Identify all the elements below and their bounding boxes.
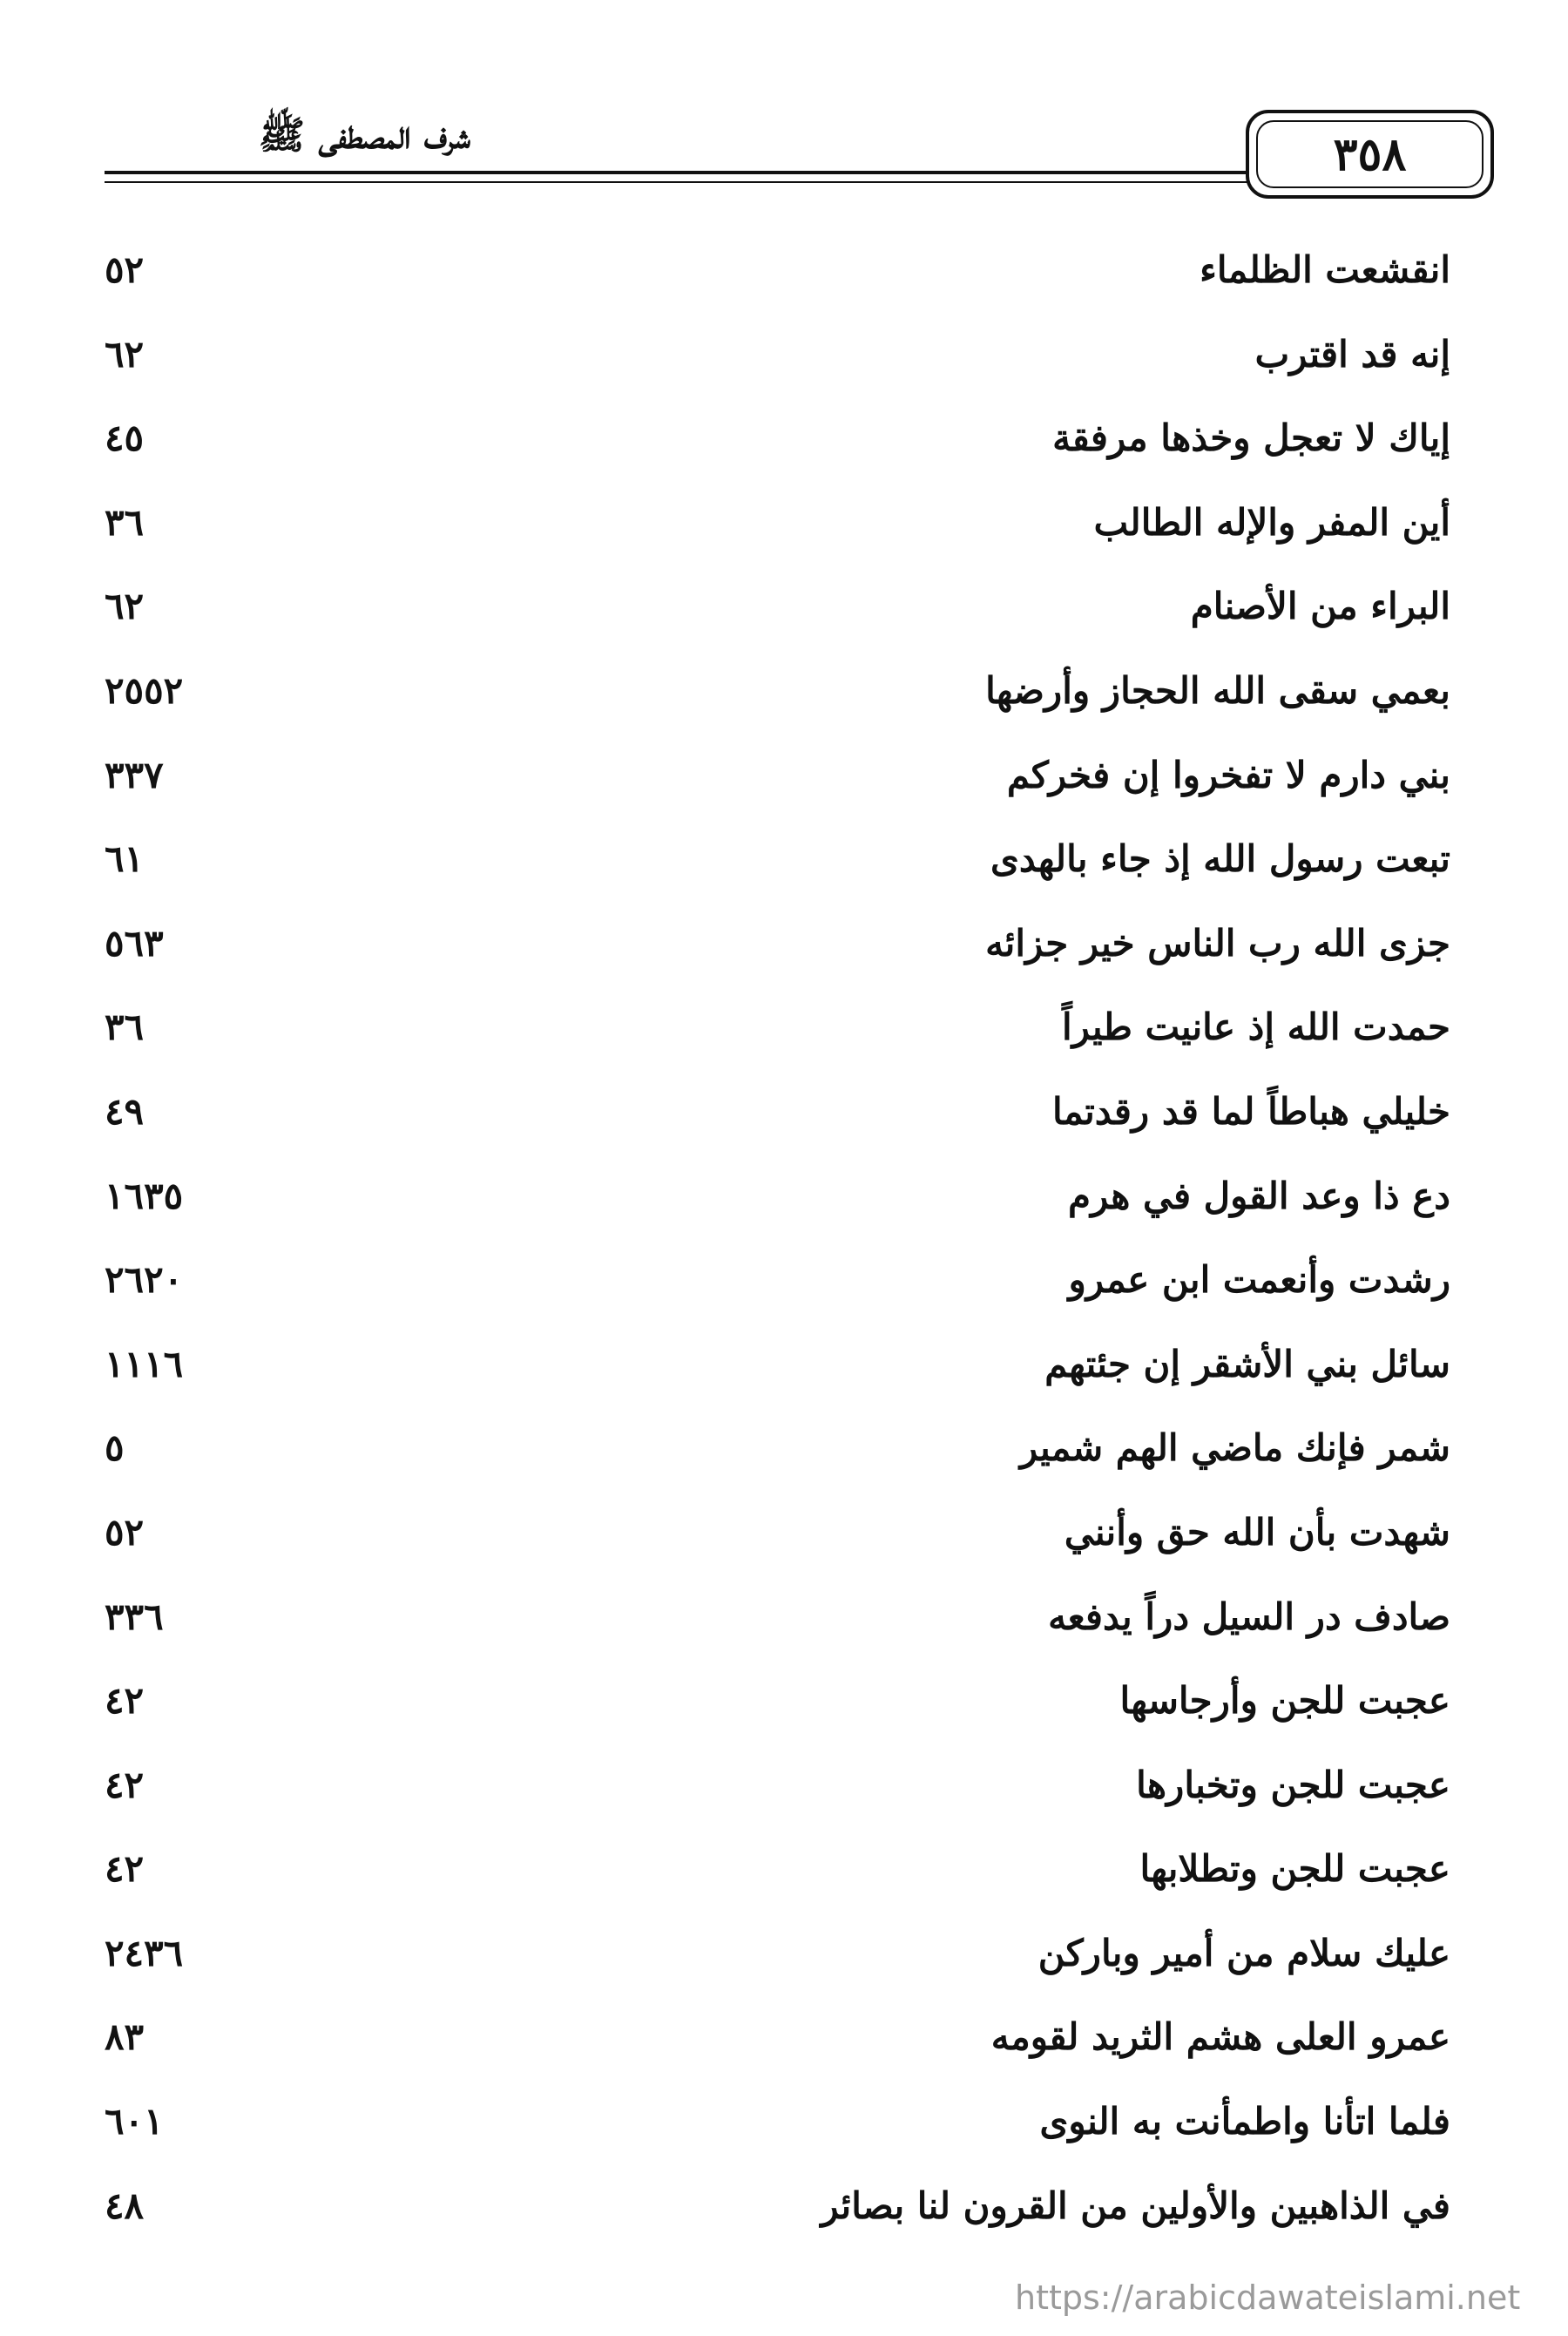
entry-text: سائل بني الأشقر إن جئتهم xyxy=(1044,1342,1450,1385)
entry-page-number: ٤٢ xyxy=(105,1679,145,1723)
entry-text: بني دارم لا تفخروا إن فخركم xyxy=(1006,753,1450,796)
entry-text: خليلي هباطاً لما قد رقدتما xyxy=(1052,1089,1450,1133)
index-entry xyxy=(105,1755,1450,1839)
entry-text: تبعت رسول الله إذ جاء بالهدى xyxy=(990,837,1450,881)
index-entry xyxy=(105,1334,1450,1419)
index-entry xyxy=(105,1249,1450,1334)
entry-page-number: ٤٢ xyxy=(105,1763,145,1806)
entry-page-number: ٢٦٢٠ xyxy=(105,1258,184,1302)
page-number-frame xyxy=(1246,110,1494,199)
index-entry xyxy=(105,660,1450,745)
index-entry xyxy=(105,1587,1450,1671)
page-header xyxy=(105,105,1450,200)
entry-text: أين المفر والإله الطالب xyxy=(1093,500,1450,544)
entry-text: عجبت للجن وتطلابها xyxy=(1139,1847,1450,1891)
entry-text: جزى الله رب الناس خير جزائه xyxy=(985,921,1450,965)
index-entry xyxy=(105,913,1450,998)
entry-page-number: ٣٦ xyxy=(105,1005,145,1049)
entry-page-number: ٤٨ xyxy=(105,2184,145,2227)
entry-text: بعمي سقى الله الحجاز وأرضها xyxy=(985,668,1450,712)
entry-text: في الذاهبين والأولين من القرون لنا بصائر xyxy=(821,2184,1450,2227)
entry-page-number: ٦٢ xyxy=(105,332,145,376)
source-watermark: https://arabicdawateislami.net xyxy=(1015,2278,1521,2317)
index-entry xyxy=(105,324,1450,409)
index-entry xyxy=(105,1838,1450,1923)
index-entry xyxy=(105,1923,1450,2008)
index-entry xyxy=(105,1502,1450,1587)
entry-text: رشدت وأنعمت ابن عمرو xyxy=(1068,1258,1450,1302)
entry-page-number: ٦٠١ xyxy=(105,2100,164,2143)
running-title: شرف المصطفى ﷺ xyxy=(258,113,470,158)
entry-text: إنه قد اقترب xyxy=(1254,332,1450,376)
entry-text: عليك سلام من أمير وباركن xyxy=(1037,1931,1450,1974)
index-entry xyxy=(105,1418,1450,1502)
entry-page-number: ٦١ xyxy=(105,837,145,881)
entry-page-number: ٤٩ xyxy=(105,1089,145,1133)
entry-text: عمرو العلى هشم الثريد لقومه xyxy=(990,2015,1450,2059)
entry-page-number: ٤٥ xyxy=(105,416,145,460)
index-entry xyxy=(105,2091,1450,2176)
entry-page-number: ١٦٣٥ xyxy=(105,1174,184,1217)
index-entry xyxy=(105,997,1450,1081)
entry-page-number: ٥٢ xyxy=(105,1510,145,1554)
index-list xyxy=(105,240,1450,2259)
entry-text: عجبت للجن وتخبارها xyxy=(1136,1763,1450,1806)
entry-page-number: ١١١٦ xyxy=(105,1342,184,1385)
entry-text: صادف در السيل دراً يدفعه xyxy=(1048,1595,1450,1638)
entry-page-number: ٥ xyxy=(105,1426,125,1470)
index-entry xyxy=(105,745,1450,829)
index-entry xyxy=(105,829,1450,913)
entry-text: شهدت بأن الله حق وأنني xyxy=(1064,1510,1450,1554)
entry-page-number: ٤٢ xyxy=(105,1847,145,1891)
entry-text: البراء من الأصنام xyxy=(1190,585,1450,628)
index-entry xyxy=(105,492,1450,577)
entry-text: إياك لا تعجل وخذها مرفقة xyxy=(1052,416,1450,460)
entry-page-number: ٣٣٧ xyxy=(105,753,164,796)
index-entry xyxy=(105,1166,1450,1250)
entry-text: حمدت الله إذ عانيت طيراً xyxy=(1062,1005,1450,1049)
index-entry xyxy=(105,240,1450,324)
index-entry xyxy=(105,1081,1450,1166)
entry-page-number: ٥٢ xyxy=(105,248,145,291)
index-entry xyxy=(105,576,1450,660)
entry-page-number: ٦٢ xyxy=(105,585,145,628)
entry-text: انقشعت الظلماء xyxy=(1200,248,1450,291)
entry-page-number: ٢٥٥٢ xyxy=(105,668,184,712)
index-entry xyxy=(105,408,1450,492)
entry-page-number: ٣٦ xyxy=(105,500,145,544)
page-number: ٣٥٨ xyxy=(1333,127,1407,181)
entry-page-number: ٢٤٣٦ xyxy=(105,1931,184,1974)
entry-text: فلما اتأنا واطمأنت به النوى xyxy=(1039,2100,1450,2143)
entry-text: شمر فإنك ماضي الهم شمير xyxy=(1019,1426,1450,1470)
entry-text: دع ذا وعد القول في هرم xyxy=(1068,1174,1450,1217)
entry-text: عجبت للجن وأرجاسها xyxy=(1119,1679,1450,1723)
index-entry xyxy=(105,2176,1450,2260)
entry-page-number: ٣٣٦ xyxy=(105,1595,164,1638)
index-entry xyxy=(105,1670,1450,1755)
index-entry xyxy=(105,2007,1450,2091)
entry-page-number: ٥٦٣ xyxy=(105,921,164,965)
entry-page-number: ٨٣ xyxy=(105,2015,145,2059)
